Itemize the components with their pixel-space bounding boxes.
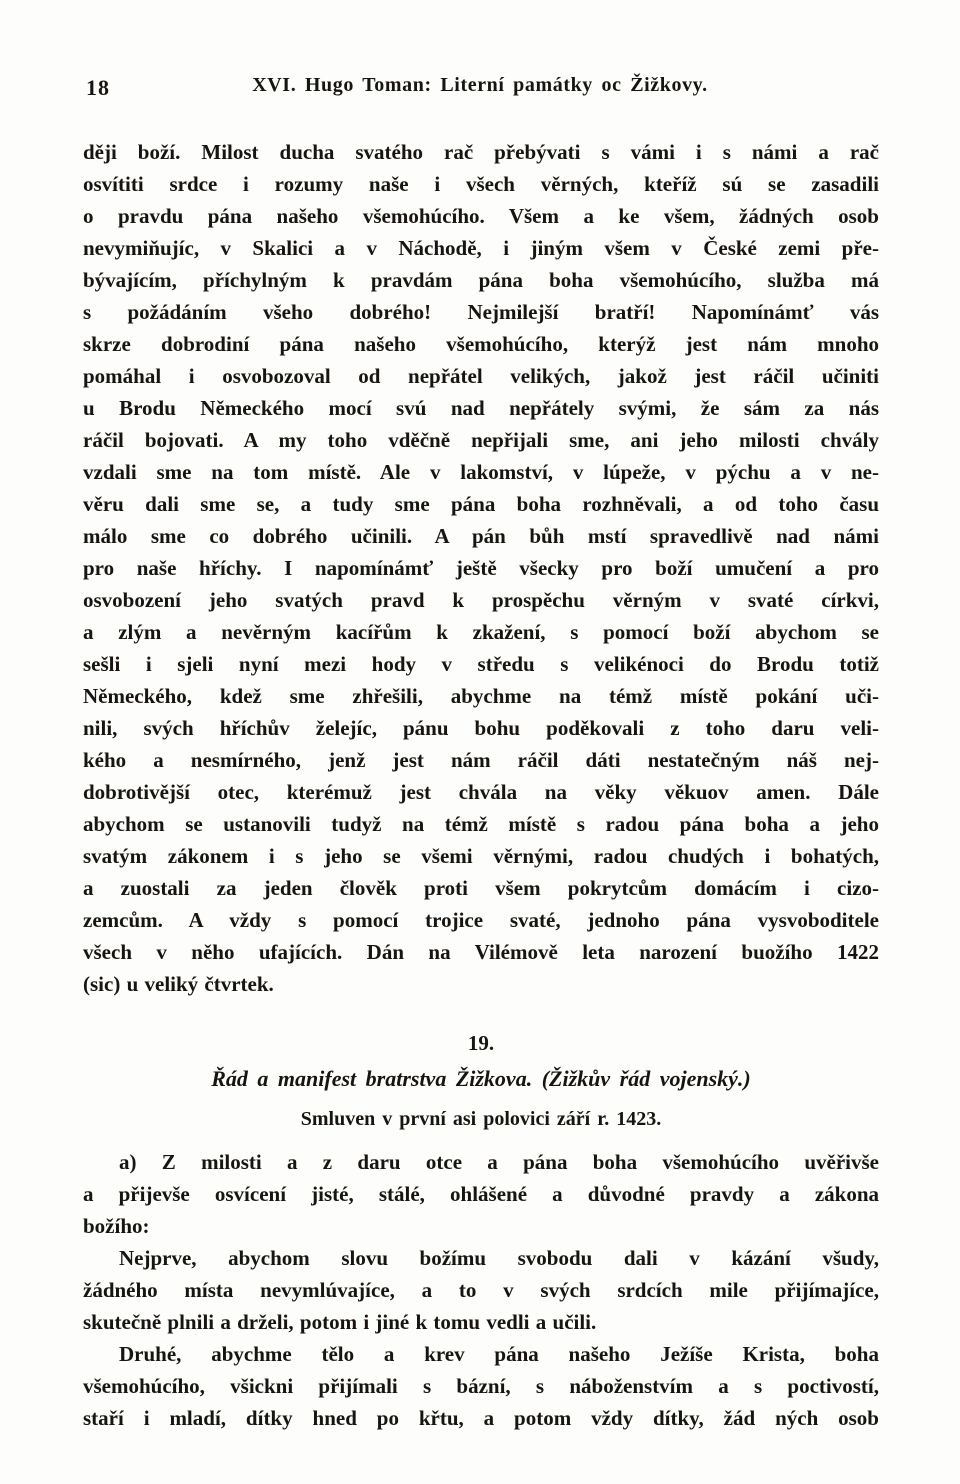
text-line: věru dali sme se, a tudy sme pána boha rozhněvali, a od toho času (83, 492, 879, 516)
text-line: pro naše hříchy. I napomínámť ještě všecky pro boží umučení a pro (83, 556, 879, 580)
paragraph-letter-1422 (83, 136, 879, 1000)
text-line: u Brodu Německého mocí svú nad nepřátely svými, že sám za nás (83, 396, 879, 420)
text-line: nili, svých hříchův želejíc, pánu bohu poděkovali z toho daru veli- (83, 716, 879, 740)
text-line: ráčil bojovati. A my toho vděčně nepřijali sme, ani jeho milosti chvály (83, 428, 879, 452)
section-title: Řád a manifest bratrstva Žižkova. (Žižkův řád vojenský.) (211, 1066, 751, 1091)
section-number: 19. (467, 1031, 495, 1055)
text-line: osvobození jeho svatých pravd k prospěchu věrným v svaté církvi, (83, 588, 879, 612)
text-line: a) Z milosti a z daru otce a pána boha všemohúcího uvěřivše (119, 1150, 879, 1174)
text-line: sešli i sjeli nyní mezi hody v středu s velikénoci do Brodu totiž (83, 652, 879, 676)
text-line: a zlým a nevěrným kacířům k zkažení, s pomocí boží abychom se (83, 620, 879, 644)
text-line: bývajícím, příchylným k pravdám pána boha všemohúcího, služba má (83, 268, 879, 292)
running-title: XVI. Hugo Toman: Literní památky oc Žižkovy. (252, 74, 708, 96)
text-line: skutečně plnili a drželi, potom i jiné k tomu vedli a učili. (83, 1310, 597, 1334)
text-line: Německého, kdež sme zhřešili, abychme na témž místě pokání uči- (83, 684, 879, 708)
text-line: s požádáním všeho dobrého! Nejmilejší bratří! Napomínámť vás (83, 300, 879, 324)
text-line: osvítiti srdce i rozumy naše i všech věrných, kteříž sú se zasadili (83, 172, 879, 196)
paragraph-article-first (83, 1242, 879, 1338)
text-line: málo sme co dobrého učinili. A pán bůh mstí spravedlivě nad námi (83, 524, 879, 548)
text-line: nevymiňujíc, v Skalici a v Náchodě, i jiným všem v České zemi pře- (83, 236, 879, 260)
text-line: a zuostali za jeden člověk proti všem pokrytcům domácím i cizo- (83, 876, 879, 900)
running-header (0, 74, 960, 100)
text-line: (sic) u veliký čtvrtek. (83, 972, 274, 996)
text-line: a přijevše osvícení jisté, stálé, ohlášené a důvodné pravdy a zákona (83, 1182, 879, 1206)
text-line: o pravdu pána našeho všemohúcího. Všem a ke všem, žádných osob (83, 204, 879, 228)
text-line: svatým zákonem i s jeho se všemi věrnými, radou chudých i bohatých, (83, 844, 879, 868)
text-line: všech v něho ufajících. Dán na Vilémově leta narození buožího 1422 (83, 940, 879, 964)
text-line: žádného místa nevymlúvajíce, a to v svých srdcích mile přijímajíce, (83, 1278, 879, 1302)
text-line: božího: (83, 1214, 150, 1238)
text-line: Druhé, abychme tělo a krev pána našeho Ježíše Krista, boha (119, 1342, 879, 1366)
page-body (83, 136, 879, 1434)
text-line: Nejprve, abychom slovu božímu svobodu dali v kázání všudy, (119, 1246, 879, 1270)
text-line: všemohúcího, všickni přijímali s bázní, s náboženstvím a s poctivostí, (83, 1374, 879, 1398)
text-line: dobrotivější otec, kterémuž jest chvála na věky věkuov amen. Dále (83, 780, 879, 804)
text-line: skrze dobrodiní pána našeho všemohúcího, kterýž jest nám mnoho (83, 332, 879, 356)
section-date-note: Smluven v první asi polovici září r. 1423. (300, 1108, 662, 1130)
text-line: zemcům. A vždy s pomocí trojice svaté, jednoho pána vysvoboditele (83, 908, 879, 932)
text-line: staří i mladí, dítky hned po křtu, a potom vždy dítky, žád ných osob (83, 1406, 879, 1430)
text-line: pomáhal i osvobozoval od nepřátel velikých, jakož jest ráčil učiniti (83, 364, 879, 388)
paragraph-article-a (83, 1146, 879, 1242)
page-number: 18 (86, 75, 110, 100)
text-line: abychom se ustanovili tudyž na témž místě s radou pána boha a jeho (83, 812, 879, 836)
text-line: kého a nesmírného, jenž jest nám ráčil dáti nestatečným náš nej- (83, 748, 879, 772)
paragraph-article-second (83, 1338, 879, 1434)
text-line: ději boží. Milost ducha svatého rač přebývati s vámi i s námi a rač (83, 140, 879, 164)
text-line: vzdali sme na tom místě. Ale v lakomství, v lúpeže, v pýchu a v ne- (83, 460, 879, 484)
